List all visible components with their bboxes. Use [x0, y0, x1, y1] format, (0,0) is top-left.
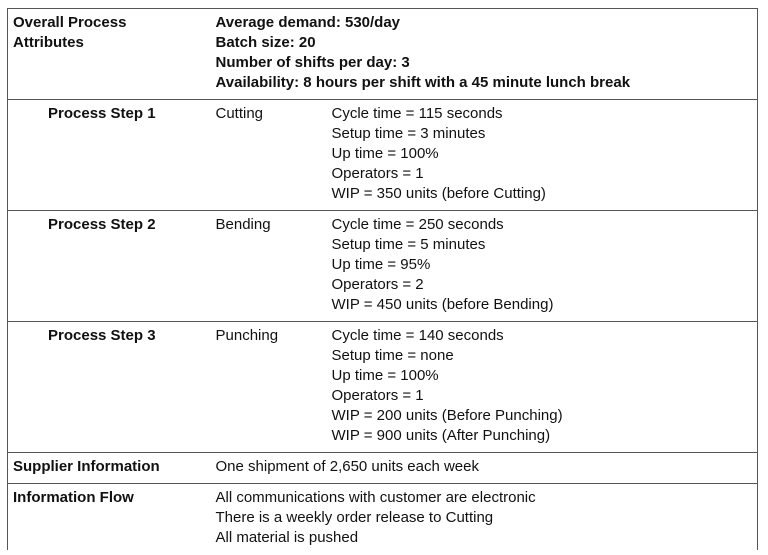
overall-label-line-2: Attributes: [13, 34, 84, 51]
information-flow-label: Information Flow: [8, 484, 206, 551]
wip-text: WIP = 350 units (before Cutting): [331, 185, 546, 202]
supplier-information-value: One shipment of 2,650 units each week: [206, 453, 758, 484]
setup-time-text: Setup time = none: [331, 347, 454, 364]
up-time-text: Up time = 100%: [331, 367, 439, 384]
overall-attributes-row: [8, 9, 758, 100]
cycle-time-text: Cycle time = 140 seconds: [331, 327, 504, 344]
overall-label-line-1: Overall Process: [13, 14, 127, 31]
process-step-details: [332, 100, 758, 211]
up-time-text: Up time = 100%: [331, 145, 439, 162]
average-demand-text: Average demand: 530/day: [215, 14, 401, 31]
batch-size-text: Batch size: 20: [215, 34, 316, 51]
process-step-row: [8, 100, 758, 211]
operators-text: Operators = 1: [331, 165, 424, 182]
process-step-name: Cutting: [206, 100, 332, 211]
information-flow-values: [206, 484, 758, 551]
process-attributes-table: [7, 8, 758, 550]
material-pushed-text: All material is pushed: [215, 529, 359, 546]
customer-communication-text: All communications with customer are electronic: [215, 489, 536, 506]
operators-text: Operators = 1: [331, 387, 424, 404]
wip-before-text: WIP = 200 units (Before Punching): [331, 407, 563, 424]
setup-time-text: Setup time = 3 minutes: [331, 125, 486, 142]
operators-text: Operators = 2: [331, 276, 424, 293]
information-flow-row: [8, 484, 758, 551]
overall-attributes-values: [206, 9, 758, 100]
process-step-name: Punching: [206, 322, 332, 453]
process-step-name: Bending: [206, 211, 332, 322]
process-step-label: Process Step 1: [8, 100, 206, 211]
cycle-time-text: Cycle time = 115 seconds: [331, 105, 503, 122]
shifts-per-day-text: Number of shifts per day: 3: [215, 54, 410, 71]
process-step-row: [8, 211, 758, 322]
supplier-information-row: [8, 453, 758, 484]
process-step-details: [332, 322, 758, 453]
order-release-text: There is a weekly order release to Cutting: [215, 509, 494, 526]
overall-attributes-label: [8, 9, 206, 100]
setup-time-text: Setup time = 5 minutes: [331, 236, 486, 253]
supplier-information-label: Supplier Information: [8, 453, 206, 484]
cycle-time-text: Cycle time = 250 seconds: [331, 216, 504, 233]
wip-after-text: WIP = 900 units (After Punching): [331, 427, 551, 444]
availability-text: Availability: 8 hours per shift with a 45 minute lunch break: [215, 74, 631, 91]
process-step-details: [332, 211, 758, 322]
process-step-label: Process Step 2: [8, 211, 206, 322]
process-step-label: Process Step 3: [8, 322, 206, 453]
process-step-row: [8, 322, 758, 453]
wip-text: WIP = 450 units (before Bending): [331, 296, 554, 313]
up-time-text: Up time = 95%: [331, 256, 431, 273]
